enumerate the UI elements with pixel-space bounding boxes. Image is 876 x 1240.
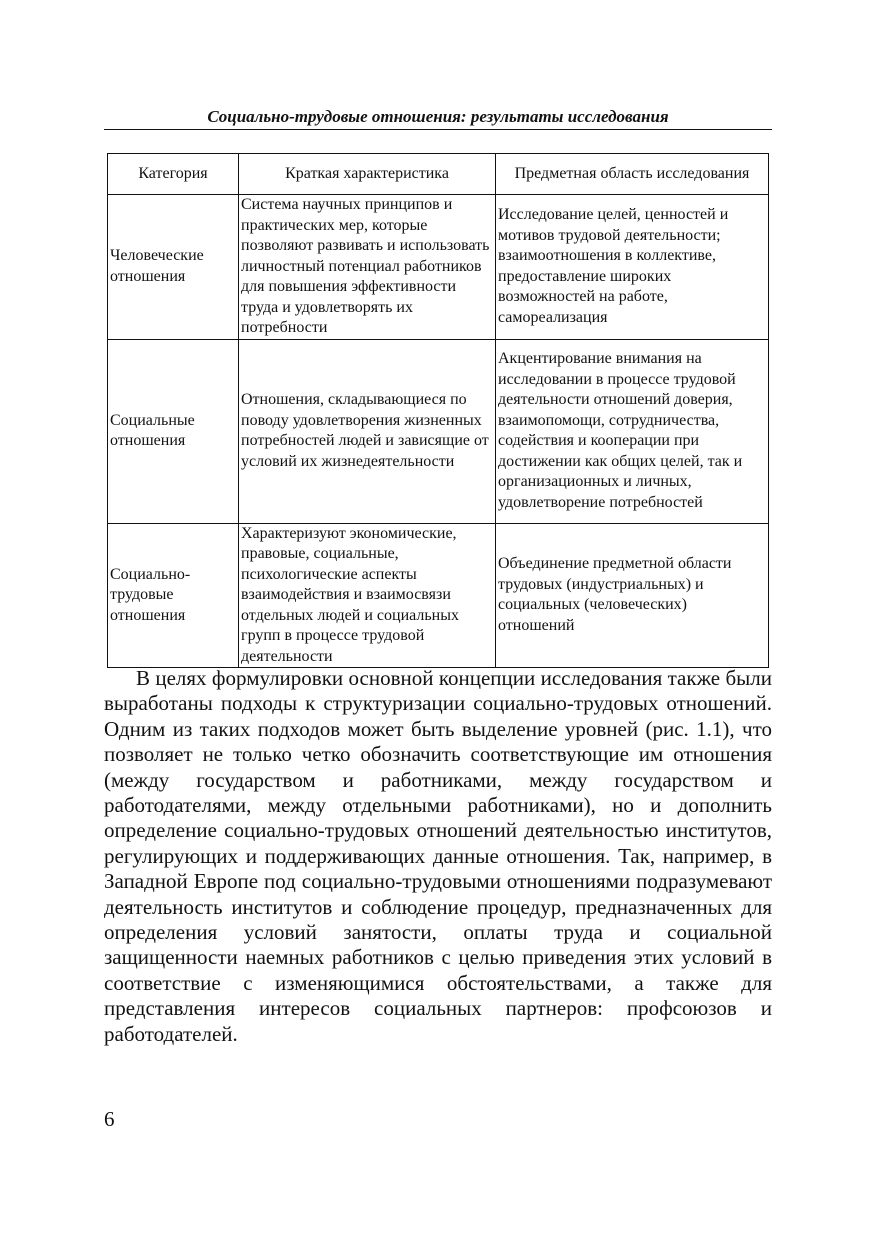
category-cell: Человеческие отношения [108, 195, 239, 340]
page-number: 6 [104, 1107, 115, 1131]
column-header-research-area: Предметная область исследования [496, 154, 769, 195]
description-cell: Система научных принципов и практических мер, которые позволяют развивать и использовать личностный потенциал работников для повышения эффективности труда и удовлетворять их потребности [239, 195, 496, 340]
description-cell: Характеризуют экономические, правовые, социальные, психологические аспекты взаимодействия и взаимосвязи отдельных людей и социальных групп в процессе трудовой деятельности [239, 523, 496, 668]
column-header-description: Краткая характеристика [239, 154, 496, 195]
table-row [108, 339, 769, 523]
running-header: Социально-трудовые отношения: результаты исследования [104, 106, 772, 130]
table-row [108, 523, 769, 668]
column-header-category: Категория [108, 154, 239, 195]
table-row [108, 195, 769, 340]
table-header-row [108, 154, 769, 195]
research-area-cell: Акцентирование внимания на исследовании в процессе трудовой деятельности отношений доверия, взаимопомощи, сотрудничества, содействия и кооперации при достижении как общих целей, так и организационных и личных, удовлетворение потребностей [496, 339, 769, 523]
research-area-cell: Объединение предметной области трудовых (индустриальных) и социальных (человеческих) отношений [496, 523, 769, 668]
category-table [107, 153, 769, 668]
description-cell: Отношения, складывающиеся по поводу удовлетворения жизненных потребностей людей и зависящие от условий их жизнедеятельности [239, 339, 496, 523]
body-paragraph: В целях формулировки основной концепции исследования также были выработаны подходы к структуризации социально-трудовых отношений. Одним из таких подходов может быть выделение уровней (рис. 1.1), что позволяет не только четко обозначить соответствующие им отношения (между государством и работниками, между государством и работодателями, между отдельными работниками), но и дополнить определение социально-трудовых отношений деятельностью институтов, регулирующих и поддерживающих данные отношения. Так, например, в Западной Европе под социально-трудовыми отношениями подразумевают деятельность институтов и соблюдение процедур, предназначенных для определения условий занятости, оплаты труда и социальной защищенности наемных работников с целью приведения этих условий в соответствие с изменяющимися обстоятельствами, а также для представления интересов социальных партнеров: профсоюзов и работодателей. [104, 666, 772, 1046]
research-area-cell: Исследование целей, ценностей и мотивов трудовой деятельности; взаимоотношения в коллективе, предоставление широких возможностей на работе, самореализация [496, 195, 769, 340]
category-cell: Социальные отношения [108, 339, 239, 523]
category-cell: Социально-трудовые отношения [108, 523, 239, 668]
